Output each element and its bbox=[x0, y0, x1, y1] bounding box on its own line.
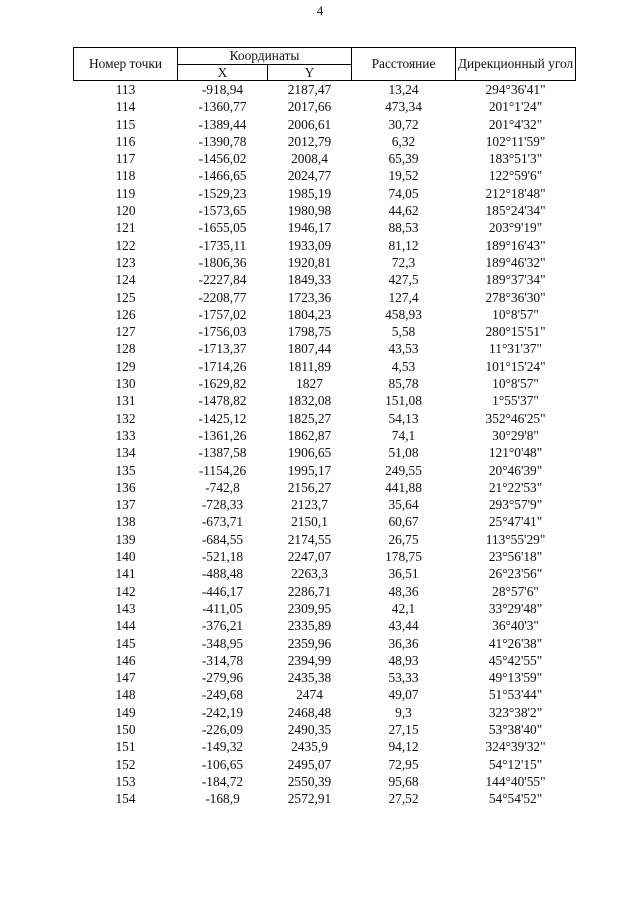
table-row bbox=[74, 167, 576, 184]
point-number-cell: 116 bbox=[115, 133, 136, 149]
distance-cell: 19,52 bbox=[388, 168, 419, 184]
header-coordinates: Координаты bbox=[178, 48, 352, 65]
table-row bbox=[74, 98, 576, 115]
y-coordinate-cell: 1832,08 bbox=[287, 393, 332, 409]
x-coordinate-cell: -168,9 bbox=[205, 791, 240, 807]
directional-angle-cell: 293°57'9" bbox=[488, 497, 543, 513]
distance-cell: 127,4 bbox=[388, 289, 419, 305]
directional-angle-cell: 25°47'41" bbox=[488, 514, 543, 530]
distance-cell: 178,75 bbox=[385, 549, 422, 565]
directional-angle-cell: 10°8'57" bbox=[492, 306, 539, 322]
table-row bbox=[74, 271, 576, 288]
point-number-cell: 125 bbox=[115, 289, 136, 305]
x-coordinate-cell: -1425,12 bbox=[198, 410, 247, 426]
table-row bbox=[74, 306, 576, 323]
header-distance: Расстояние bbox=[352, 48, 456, 81]
distance-cell: 35,64 bbox=[388, 497, 419, 513]
x-coordinate-cell: -1478,82 bbox=[198, 393, 247, 409]
x-coordinate-cell: -1714,26 bbox=[198, 358, 247, 374]
distance-cell: 74,1 bbox=[391, 427, 416, 443]
directional-angle-cell: 41°26'38" bbox=[488, 635, 543, 651]
directional-angle-cell: 49°13'59" bbox=[488, 670, 543, 686]
table-row bbox=[74, 462, 576, 479]
table-row bbox=[74, 219, 576, 236]
header-x: X bbox=[178, 65, 268, 81]
x-coordinate-cell: -1387,58 bbox=[198, 445, 247, 461]
distance-cell: 85,78 bbox=[388, 376, 419, 392]
y-coordinate-cell: 2012,79 bbox=[287, 133, 332, 149]
distance-cell: 74,05 bbox=[388, 185, 419, 201]
x-coordinate-cell: -1154,26 bbox=[198, 462, 247, 478]
x-coordinate-cell: -1713,37 bbox=[198, 341, 247, 357]
point-number-cell: 143 bbox=[115, 600, 136, 616]
y-coordinate-cell: 2286,71 bbox=[287, 583, 332, 599]
point-number-cell: 141 bbox=[115, 566, 136, 582]
x-coordinate-cell: -2227,84 bbox=[198, 272, 247, 288]
directional-angle-cell: 201°1'24" bbox=[488, 99, 543, 115]
point-number-cell: 121 bbox=[115, 220, 136, 236]
point-number-cell: 152 bbox=[115, 756, 136, 772]
point-number-cell: 119 bbox=[115, 185, 136, 201]
table-row bbox=[74, 150, 576, 167]
table-row bbox=[74, 548, 576, 565]
x-coordinate-cell: -1573,65 bbox=[198, 203, 247, 219]
point-number-cell: 142 bbox=[115, 583, 136, 599]
table-row bbox=[74, 704, 576, 721]
y-coordinate-cell: 2572,91 bbox=[287, 791, 332, 807]
y-coordinate-cell: 2174,55 bbox=[287, 531, 332, 547]
distance-cell: 65,39 bbox=[388, 151, 419, 167]
y-coordinate-cell: 2359,96 bbox=[287, 635, 332, 651]
table-row bbox=[74, 289, 576, 306]
point-number-cell: 134 bbox=[115, 445, 136, 461]
y-coordinate-cell: 1946,17 bbox=[287, 220, 332, 236]
point-number-cell: 137 bbox=[115, 497, 136, 513]
y-coordinate-cell: 2490,35 bbox=[287, 721, 332, 737]
x-coordinate-cell: -411,05 bbox=[202, 600, 243, 616]
distance-cell: 48,93 bbox=[388, 652, 419, 668]
distance-cell: 9,3 bbox=[395, 704, 412, 720]
directional-angle-cell: 185°24'34" bbox=[485, 203, 546, 219]
x-coordinate-cell: -742,8 bbox=[205, 479, 240, 495]
point-number-cell: 126 bbox=[115, 306, 136, 322]
point-number-cell: 114 bbox=[115, 99, 136, 115]
point-number-cell: 124 bbox=[115, 272, 136, 288]
table-row bbox=[74, 790, 576, 807]
table-row bbox=[74, 617, 576, 634]
directional-angle-cell: 144°40'55" bbox=[485, 773, 546, 789]
table-row bbox=[74, 427, 576, 444]
table-row bbox=[74, 254, 576, 271]
distance-cell: 88,53 bbox=[388, 220, 419, 236]
header-directional-angle: Дирекционный угол bbox=[456, 48, 576, 81]
y-coordinate-cell: 1933,09 bbox=[287, 237, 332, 253]
x-coordinate-cell: -1655,05 bbox=[198, 220, 247, 236]
directional-angle-cell: 51°53'44" bbox=[488, 687, 543, 703]
table-row bbox=[74, 116, 576, 133]
table-row bbox=[74, 479, 576, 496]
y-coordinate-cell: 2335,89 bbox=[287, 618, 332, 634]
y-coordinate-cell: 2474 bbox=[296, 687, 323, 703]
directional-angle-cell: 28°57'6" bbox=[492, 583, 539, 599]
x-coordinate-cell: -684,55 bbox=[201, 531, 244, 547]
directional-angle-cell: 54°54'52" bbox=[488, 791, 543, 807]
y-coordinate-cell: 1849,33 bbox=[287, 272, 332, 288]
table-row bbox=[74, 738, 576, 755]
x-coordinate-cell: -521,18 bbox=[201, 549, 244, 565]
distance-cell: 36,36 bbox=[388, 635, 419, 651]
table-row bbox=[74, 583, 576, 600]
directional-angle-cell: 323°38'2" bbox=[488, 704, 543, 720]
y-coordinate-cell: 1906,65 bbox=[287, 445, 332, 461]
y-coordinate-cell: 2550,39 bbox=[287, 773, 332, 789]
table-row bbox=[74, 496, 576, 513]
coordinates-table bbox=[73, 47, 576, 807]
y-coordinate-cell: 1804,23 bbox=[287, 306, 332, 322]
point-number-cell: 149 bbox=[115, 704, 136, 720]
x-coordinate-cell: -1360,77 bbox=[198, 99, 247, 115]
x-coordinate-cell: -2208,77 bbox=[198, 289, 247, 305]
directional-angle-cell: 10°8'57" bbox=[492, 376, 539, 392]
x-coordinate-cell: -1757,02 bbox=[198, 306, 247, 322]
distance-cell: 60,67 bbox=[388, 514, 419, 530]
directional-angle-cell: 113°55'29" bbox=[485, 531, 546, 547]
y-coordinate-cell: 1985,19 bbox=[287, 185, 332, 201]
table-row bbox=[74, 565, 576, 582]
directional-angle-cell: 101°15'24" bbox=[485, 358, 546, 374]
table-row bbox=[74, 185, 576, 202]
point-number-cell: 154 bbox=[115, 791, 136, 807]
directional-angle-cell: 352°46'25" bbox=[485, 410, 546, 426]
distance-cell: 72,95 bbox=[388, 756, 419, 772]
table-row bbox=[74, 756, 576, 773]
y-coordinate-cell: 2187,47 bbox=[287, 82, 332, 97]
y-coordinate-cell: 2495,07 bbox=[287, 756, 332, 772]
distance-cell: 94,12 bbox=[388, 739, 419, 755]
directional-angle-cell: 280°15'51" bbox=[485, 324, 546, 340]
x-coordinate-cell: -446,17 bbox=[201, 583, 244, 599]
directional-angle-cell: 189°46'32" bbox=[485, 254, 546, 270]
y-coordinate-cell: 2006,61 bbox=[287, 116, 332, 132]
x-coordinate-cell: -1756,03 bbox=[198, 324, 247, 340]
x-coordinate-cell: -149,32 bbox=[201, 739, 244, 755]
table-row bbox=[74, 237, 576, 254]
y-coordinate-cell: 2435,38 bbox=[287, 670, 332, 686]
distance-cell: 54,13 bbox=[388, 410, 419, 426]
y-coordinate-cell: 2123,7 bbox=[291, 497, 328, 513]
point-number-cell: 150 bbox=[115, 721, 136, 737]
directional-angle-cell: 189°16'43" bbox=[485, 237, 546, 253]
distance-cell: 27,15 bbox=[388, 721, 419, 737]
y-coordinate-cell: 1798,75 bbox=[287, 324, 332, 340]
distance-cell: 151,08 bbox=[385, 393, 422, 409]
point-number-cell: 146 bbox=[115, 652, 136, 668]
directional-angle-cell: 203°9'19" bbox=[488, 220, 543, 236]
distance-cell: 441,88 bbox=[385, 479, 422, 495]
x-coordinate-cell: -728,33 bbox=[201, 497, 244, 513]
point-number-cell: 139 bbox=[115, 531, 136, 547]
x-coordinate-cell: -673,71 bbox=[201, 514, 244, 530]
directional-angle-cell: 33°29'48" bbox=[488, 600, 543, 616]
distance-cell: 6,32 bbox=[391, 133, 416, 149]
directional-angle-cell: 121°0'48" bbox=[488, 445, 543, 461]
directional-angle-cell: 11°31'37" bbox=[489, 341, 542, 357]
point-number-cell: 128 bbox=[115, 341, 136, 357]
table-row bbox=[74, 635, 576, 652]
directional-angle-cell: 183°51'3" bbox=[488, 151, 543, 167]
directional-angle-cell: 201°4'32" bbox=[488, 116, 543, 132]
table-row bbox=[74, 600, 576, 617]
x-coordinate-cell: -314,78 bbox=[201, 652, 244, 668]
point-number-cell: 129 bbox=[115, 358, 136, 374]
table-row bbox=[74, 358, 576, 375]
distance-cell: 72,3 bbox=[391, 254, 416, 270]
distance-cell: 95,68 bbox=[388, 773, 419, 789]
table-body bbox=[74, 81, 576, 808]
y-coordinate-cell: 2247,07 bbox=[287, 549, 332, 565]
distance-cell: 49,07 bbox=[388, 687, 419, 703]
x-coordinate-cell: -1529,23 bbox=[198, 185, 247, 201]
table-row bbox=[74, 721, 576, 738]
table-row bbox=[74, 202, 576, 219]
point-number-cell: 133 bbox=[115, 427, 136, 443]
table-row bbox=[74, 513, 576, 530]
distance-cell: 30,72 bbox=[388, 116, 419, 132]
distance-cell: 427,5 bbox=[388, 272, 419, 288]
x-coordinate-cell: -918,94 bbox=[201, 82, 244, 97]
table-row bbox=[74, 410, 576, 427]
distance-cell: 249,55 bbox=[385, 462, 422, 478]
y-coordinate-cell: 1827 bbox=[296, 376, 323, 392]
y-coordinate-cell: 2008,4 bbox=[291, 151, 328, 167]
directional-angle-cell: 294°36'41" bbox=[485, 82, 546, 97]
point-number-cell: 147 bbox=[115, 670, 136, 686]
directional-angle-cell: 26°23'56" bbox=[488, 566, 543, 582]
y-coordinate-cell: 2156,27 bbox=[287, 479, 332, 495]
x-coordinate-cell: -1390,78 bbox=[198, 133, 247, 149]
point-number-cell: 151 bbox=[115, 739, 136, 755]
y-coordinate-cell: 1920,81 bbox=[287, 254, 332, 270]
x-coordinate-cell: -184,72 bbox=[201, 773, 244, 789]
x-coordinate-cell: -488,48 bbox=[201, 566, 244, 582]
distance-cell: 81,12 bbox=[388, 237, 419, 253]
table-row bbox=[74, 323, 576, 340]
directional-angle-cell: 189°37'34" bbox=[485, 272, 546, 288]
y-coordinate-cell: 1995,17 bbox=[287, 462, 332, 478]
x-coordinate-cell: -1806,36 bbox=[198, 254, 247, 270]
distance-cell: 458,93 bbox=[385, 306, 422, 322]
point-number-cell: 131 bbox=[115, 393, 136, 409]
point-number-cell: 144 bbox=[115, 618, 136, 634]
directional-angle-cell: 20°46'39" bbox=[488, 462, 543, 478]
y-coordinate-cell: 2024,77 bbox=[287, 168, 332, 184]
point-number-cell: 113 bbox=[115, 82, 136, 97]
directional-angle-cell: 45°42'55" bbox=[488, 652, 543, 668]
table-row bbox=[74, 340, 576, 357]
table-row bbox=[74, 669, 576, 686]
y-coordinate-cell: 2263,3 bbox=[291, 566, 328, 582]
point-number-cell: 132 bbox=[115, 410, 136, 426]
table-row bbox=[74, 375, 576, 392]
table-row bbox=[74, 531, 576, 548]
table-row bbox=[74, 392, 576, 409]
distance-cell: 51,08 bbox=[388, 445, 419, 461]
table-row bbox=[74, 444, 576, 461]
point-number-cell: 122 bbox=[115, 237, 136, 253]
point-number-cell: 123 bbox=[115, 254, 136, 270]
distance-cell: 27,52 bbox=[388, 791, 419, 807]
y-coordinate-cell: 1825,27 bbox=[287, 410, 332, 426]
header-y: Y bbox=[268, 65, 352, 81]
y-coordinate-cell: 1811,89 bbox=[287, 358, 332, 374]
y-coordinate-cell: 1723,36 bbox=[287, 289, 332, 305]
directional-angle-cell: 102°11'59" bbox=[485, 133, 546, 149]
point-number-cell: 130 bbox=[115, 376, 136, 392]
directional-angle-cell: 54°12'15" bbox=[488, 756, 543, 772]
directional-angle-cell: 1°55'37" bbox=[492, 393, 539, 409]
point-number-cell: 148 bbox=[115, 687, 136, 703]
point-number-cell: 135 bbox=[115, 462, 136, 478]
table-row bbox=[74, 81, 576, 99]
page-number: 4 bbox=[316, 3, 324, 18]
point-number-cell: 118 bbox=[115, 168, 136, 184]
distance-cell: 4,53 bbox=[391, 358, 416, 374]
point-number-cell: 138 bbox=[115, 514, 136, 530]
x-coordinate-cell: -1456,02 bbox=[198, 151, 247, 167]
x-coordinate-cell: -242,19 bbox=[201, 704, 244, 720]
directional-angle-cell: 122°59'6" bbox=[488, 168, 543, 184]
table-row bbox=[74, 686, 576, 703]
header-point-number: Номер точки bbox=[74, 48, 178, 81]
distance-cell: 26,75 bbox=[388, 531, 419, 547]
point-number-cell: 153 bbox=[115, 773, 136, 789]
point-number-cell: 115 bbox=[115, 116, 136, 132]
x-coordinate-cell: -1361,26 bbox=[198, 427, 247, 443]
directional-angle-cell: 278°36'30" bbox=[485, 289, 546, 305]
point-number-cell: 127 bbox=[115, 324, 136, 340]
x-coordinate-cell: -1629,82 bbox=[198, 376, 247, 392]
distance-cell: 473,34 bbox=[385, 99, 422, 115]
x-coordinate-cell: -249,68 bbox=[201, 687, 244, 703]
directional-angle-cell: 23°56'18" bbox=[488, 549, 543, 565]
directional-angle-cell: 36°40'3" bbox=[492, 618, 539, 634]
table-row bbox=[74, 652, 576, 669]
table-row bbox=[74, 133, 576, 150]
distance-cell: 43,53 bbox=[388, 341, 419, 357]
point-number-cell: 117 bbox=[115, 151, 136, 167]
point-number-cell: 140 bbox=[115, 549, 136, 565]
y-coordinate-cell: 2017,66 bbox=[287, 99, 332, 115]
distance-cell: 43,44 bbox=[388, 618, 419, 634]
x-coordinate-cell: -1389,44 bbox=[198, 116, 247, 132]
distance-cell: 42,1 bbox=[391, 600, 416, 616]
x-coordinate-cell: -1466,65 bbox=[198, 168, 247, 184]
distance-cell: 53,33 bbox=[388, 670, 419, 686]
directional-angle-cell: 21°22'53" bbox=[488, 479, 543, 495]
y-coordinate-cell: 2394,99 bbox=[287, 652, 332, 668]
distance-cell: 48,36 bbox=[388, 583, 419, 599]
distance-cell: 5,58 bbox=[391, 324, 416, 340]
x-coordinate-cell: -279,96 bbox=[201, 670, 244, 686]
y-coordinate-cell: 2468,48 bbox=[287, 704, 332, 720]
directional-angle-cell: 53°38'40" bbox=[488, 721, 543, 737]
distance-cell: 36,51 bbox=[388, 566, 419, 582]
y-coordinate-cell: 2435,9 bbox=[291, 739, 328, 755]
directional-angle-cell: 30°29'8" bbox=[492, 427, 539, 443]
distance-cell: 44,62 bbox=[388, 203, 419, 219]
table-row bbox=[74, 773, 576, 790]
x-coordinate-cell: -226,09 bbox=[201, 721, 244, 737]
distance-cell: 13,24 bbox=[388, 82, 419, 97]
x-coordinate-cell: -1735,11 bbox=[198, 237, 247, 253]
point-number-cell: 120 bbox=[115, 203, 136, 219]
x-coordinate-cell: -376,21 bbox=[201, 618, 244, 634]
x-coordinate-cell: -106,65 bbox=[201, 756, 244, 772]
y-coordinate-cell: 1807,44 bbox=[287, 341, 332, 357]
point-number-cell: 136 bbox=[115, 479, 136, 495]
directional-angle-cell: 212°18'48" bbox=[485, 185, 546, 201]
x-coordinate-cell: -348,95 bbox=[201, 635, 244, 651]
y-coordinate-cell: 1862,87 bbox=[287, 427, 332, 443]
y-coordinate-cell: 1980,98 bbox=[287, 203, 332, 219]
directional-angle-cell: 324°39'32" bbox=[485, 739, 546, 755]
y-coordinate-cell: 2150,1 bbox=[291, 514, 328, 530]
point-number-cell: 145 bbox=[115, 635, 136, 651]
y-coordinate-cell: 2309,95 bbox=[287, 600, 332, 616]
